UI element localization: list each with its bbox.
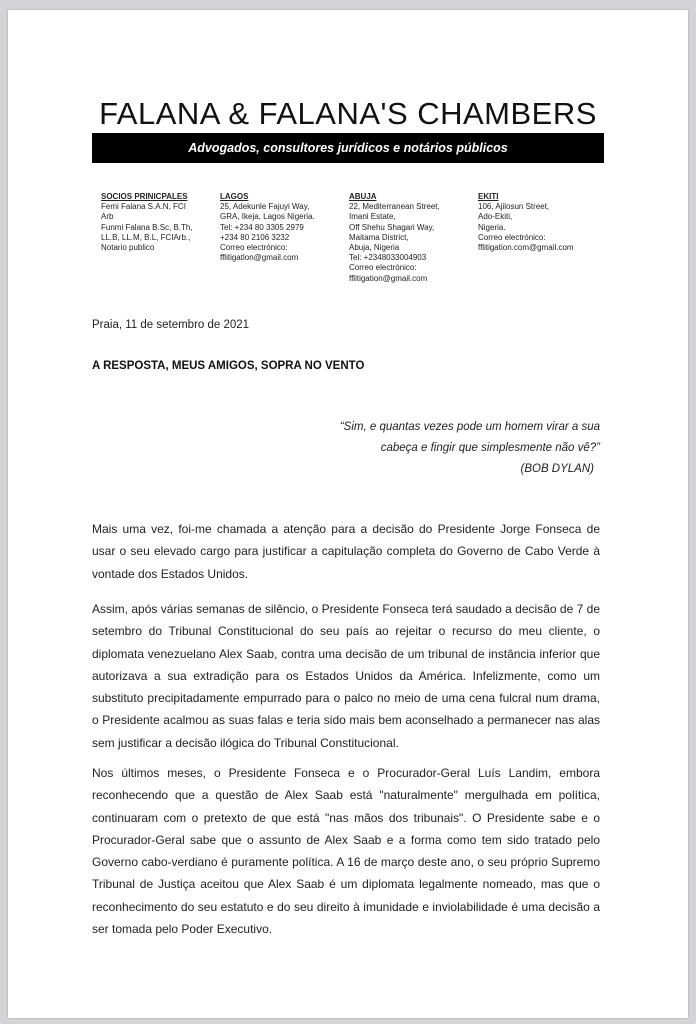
address-block-ekiti bbox=[478, 192, 574, 253]
address-heading: LAGOS bbox=[220, 192, 249, 201]
address-line: Correo electrónico: bbox=[478, 232, 546, 242]
address-line: Maitama District, bbox=[349, 232, 409, 242]
address-line: Off Shehu Shagari Way, bbox=[349, 222, 435, 232]
address-line: Nigeria. bbox=[478, 222, 506, 232]
address-line: 25, Adekunle Fajuyi Way, bbox=[220, 202, 310, 212]
address-line: Correo electrónico: bbox=[349, 263, 417, 273]
address-block-socios bbox=[101, 192, 193, 253]
address-line: Notario publico bbox=[101, 243, 155, 253]
address-line: Abuja, Nigeria bbox=[349, 243, 400, 253]
address-line: +234 80 2106 3232 bbox=[220, 232, 290, 242]
address-heading: EKITI bbox=[478, 192, 499, 201]
address-heading: SOCIOS PRINICPALES bbox=[101, 192, 188, 201]
address-block-lagos bbox=[220, 192, 315, 263]
address-line: Femi Falana S.A.N, FCI bbox=[101, 202, 186, 212]
letter-date: Praia, 11 de setembro de 2021 bbox=[92, 319, 250, 331]
body-paragraph: Assim, após várias semanas de silêncio, o Presidente Fonseca terá saudado a decisão de 7 de setembro do Tribunal Constitucional do seu país ao rejeitar o recurso do meu cliente, o diplomata venezuelano Alex Saab, contra uma decisão de um tribunal de instância inferior que autorizava a sua extradição para os Estados Unidos da América. Infelizmente, como um substituto precipitadamente empurrado para o palco no meio de uma cena fulcral num drama, o Presidente acalmou as suas falas e teria sido mais bem aconselhado a permanecer nas alas sem justificar a decisão ilógica do Tribunal Constitucional. bbox=[92, 602, 600, 750]
address-heading: ABUJA bbox=[349, 192, 377, 201]
address-line: Imani Estate, bbox=[349, 212, 396, 222]
address-line: Tel: +234 80 3305 2979 bbox=[220, 222, 304, 232]
address-line: Funmi Falana B.Sc, B.Th, bbox=[101, 222, 193, 232]
quote-text: “Sim, e quantas vezes pode um homem virar a sua cabeça e fingir que simplesmente não vê?” bbox=[339, 421, 600, 454]
address-block-abuja bbox=[349, 192, 440, 284]
address-line: LL.B, LL.M, B.L, FCIArb., bbox=[101, 232, 191, 242]
firm-subtitle: Advogados, consultores jurídicos e notários públicos bbox=[188, 141, 508, 155]
firm-name: FALANA & FALANA'S CHAMBERS bbox=[99, 96, 597, 131]
firm-subtitle-bar bbox=[92, 133, 604, 163]
address-line: Arb bbox=[101, 212, 114, 222]
address-line: 22, Mediterranean Street, bbox=[349, 202, 440, 212]
address-line: 106, Ajilosun Street, bbox=[478, 202, 550, 212]
address-line: Tel: +2348033004903 bbox=[349, 253, 427, 263]
document-page bbox=[8, 10, 688, 1018]
body-paragraph: Nos últimos meses, o Presidente Fonseca e o Procurador-Geral Luís Landim, embora reconhecendo que a questão de Alex Saab está "naturalmente" mergulhada em política, continuaram com o pretexto de que está "nas mãos dos tribunais". O Presidente sabe e o Procurador-Geral sabe que o assunto de Alex Saab e a forma como tem sido tratado pelo Governo cabo-verdiano é puramente política. A 16 de março deste ano, o seu próprio Supremo Tribunal de Justiça aceitou que Alex Saab é um diplomata legalmente nomeado, mas que o reconhecimento do seu estatuto e do seu direito à imunidade e inviolabilidade é uma decisão a ser tomada pelo Poder Executivo. bbox=[92, 766, 600, 937]
address-line: fflitigation.com@gmail.com bbox=[478, 243, 574, 253]
address-line: Correo electrónico: bbox=[220, 243, 288, 253]
address-line: fflitigation@gmail.com bbox=[349, 273, 428, 283]
address-line: fflitigatlon@gmail.com bbox=[220, 253, 299, 263]
letter-heading: A RESPOSTA, MEUS AMIGOS, SOPRA NO VENTO bbox=[92, 360, 365, 372]
body-paragraph: Mais uma vez, foi-me chamada a atenção para a decisão do Presidente Jorge Fonseca de usar o seu elevado cargo para justificar a capitulação completa do Governo de Cabo Verde à vontade dos Estados Unidos. bbox=[92, 522, 600, 581]
address-line: GRA, Ikeja, Lagos Nigeria. bbox=[220, 212, 315, 222]
epigraph-quote bbox=[330, 417, 600, 480]
quote-source: (BOB DYLAN) bbox=[520, 463, 594, 475]
address-line: Ado-Ekiti, bbox=[478, 212, 513, 222]
